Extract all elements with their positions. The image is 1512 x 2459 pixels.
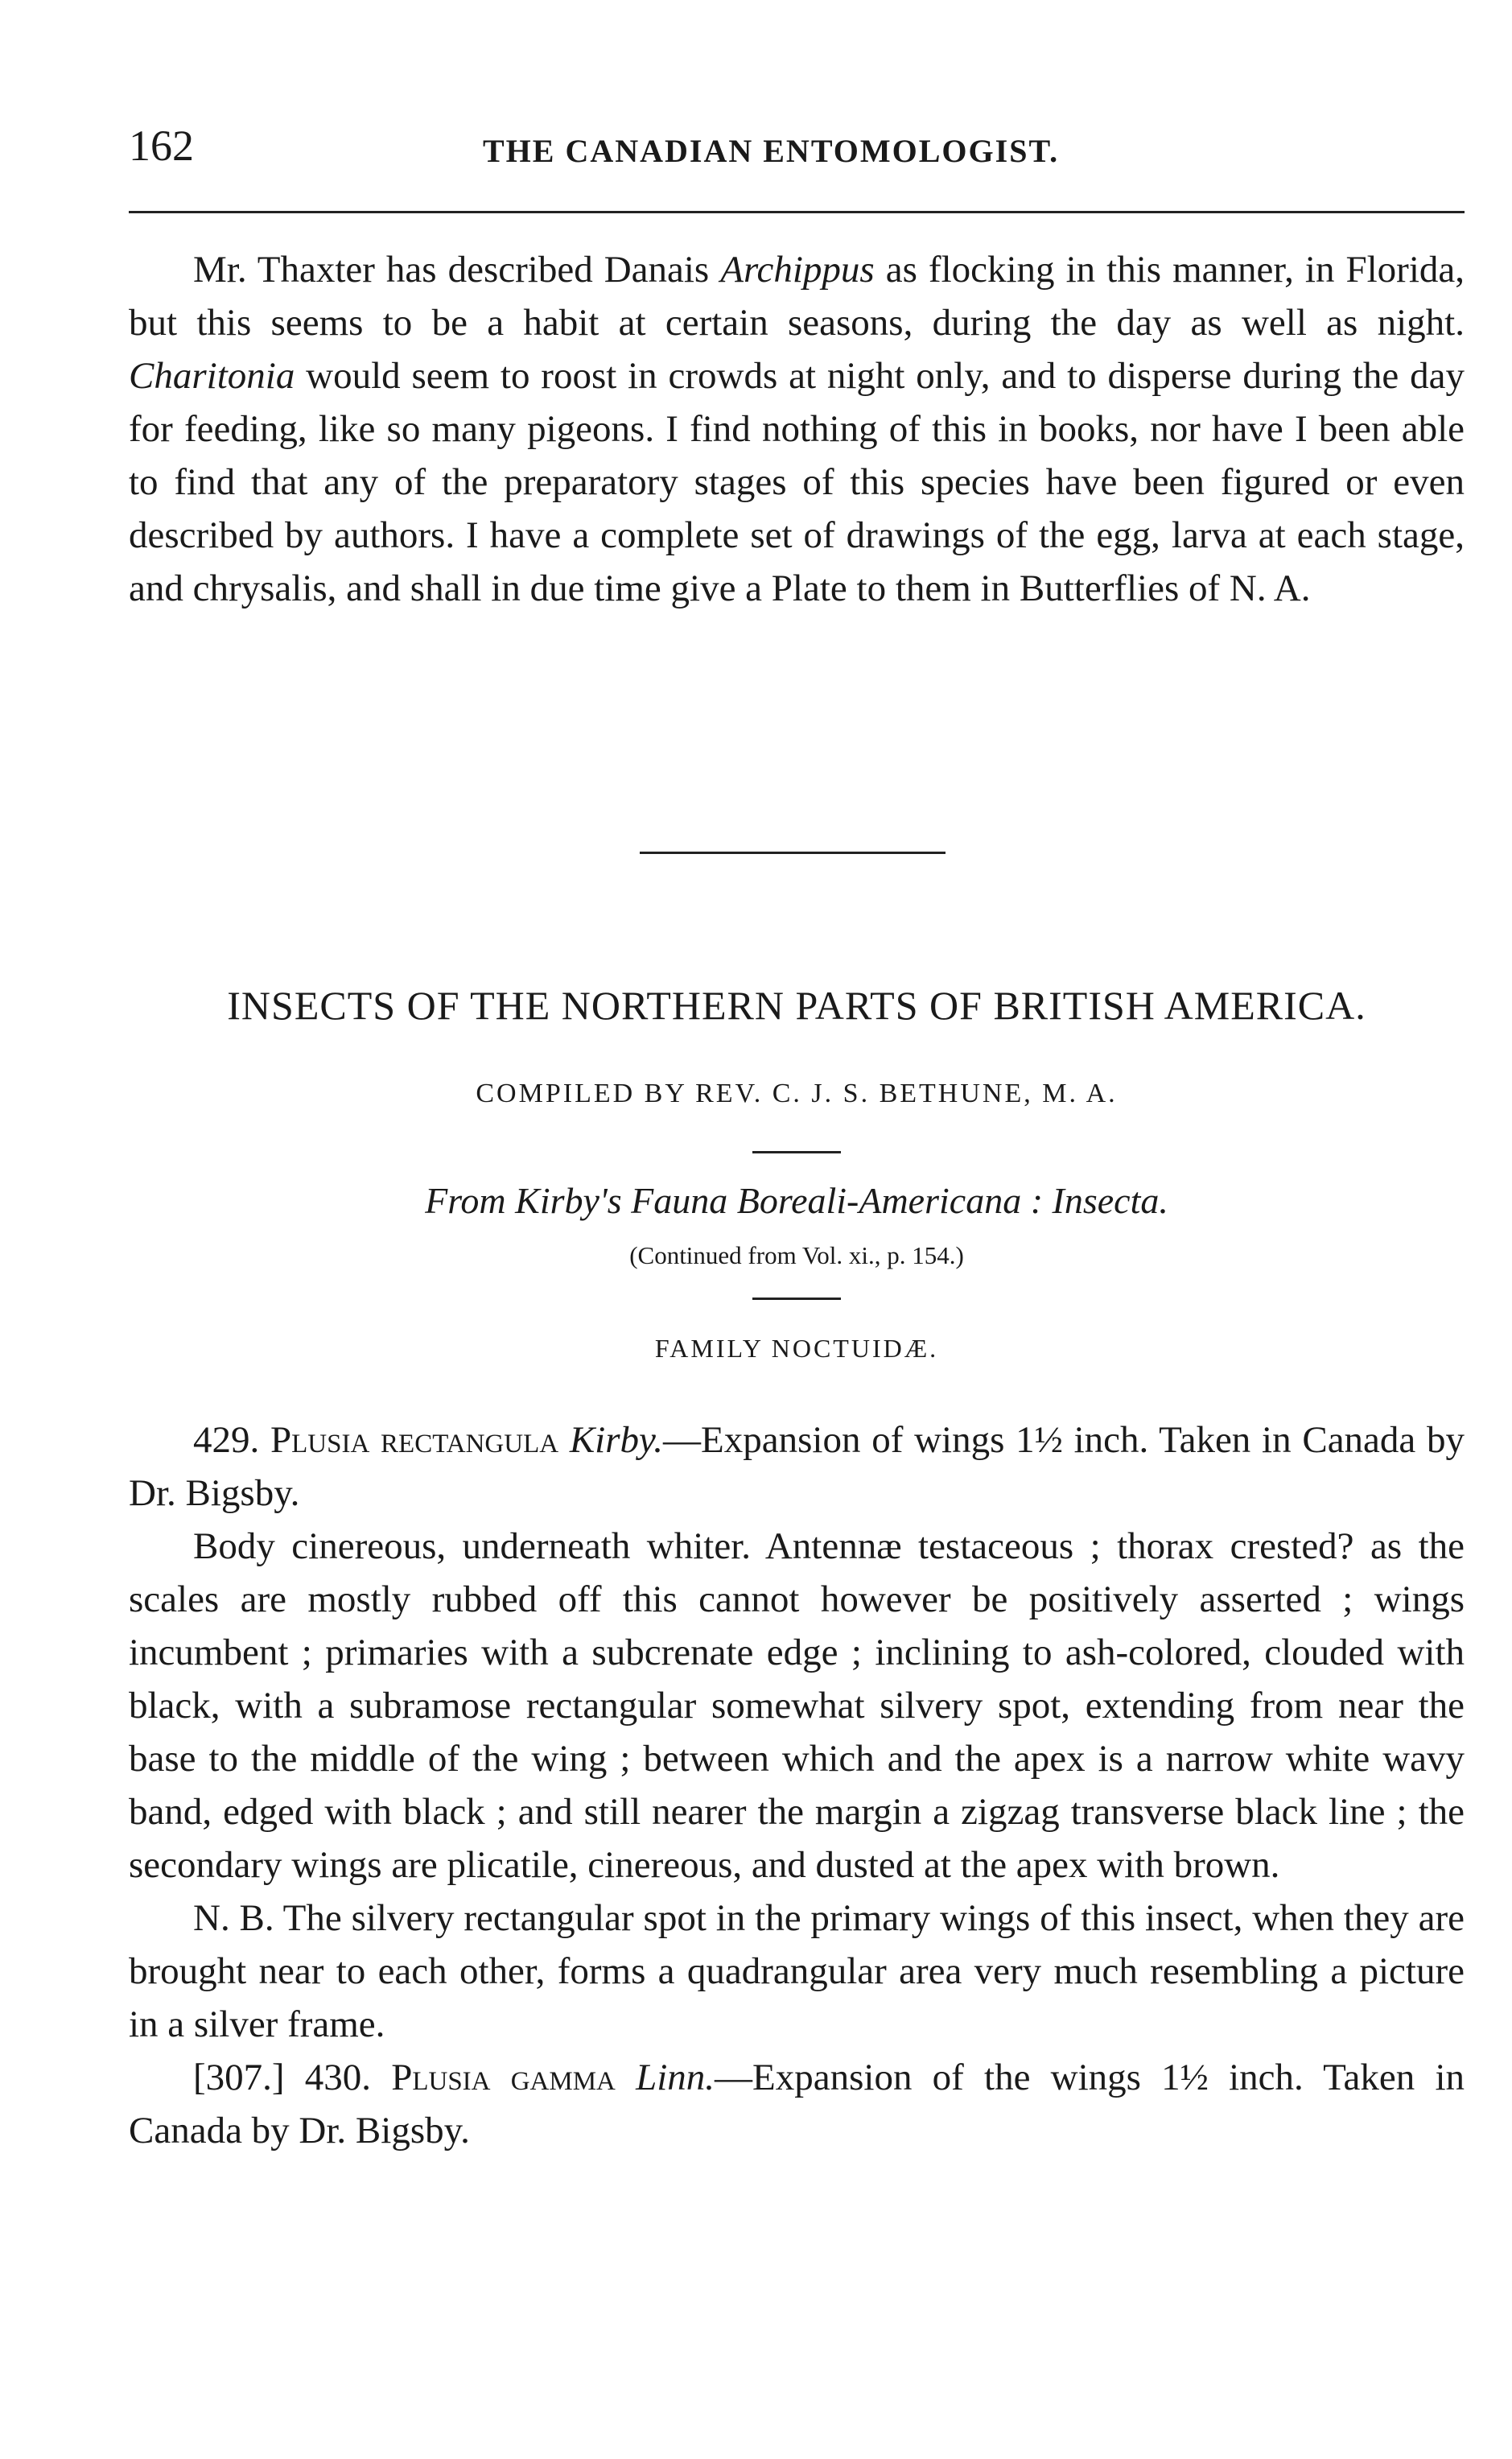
page-number: 162 [129, 122, 194, 170]
page-header [129, 121, 1465, 185]
family-heading: FAMILY NOCTUIDÆ. [654, 1334, 939, 1363]
paragraph-text [129, 243, 1465, 615]
species-entries [129, 1413, 1465, 2157]
entry-number: [307.] 430. [193, 2057, 392, 2098]
running-title: THE CANADIAN ENTOMOLOGIST. [483, 133, 1060, 169]
species-author: Linn. [636, 2057, 715, 2098]
species-name: Plusia gamma [391, 2057, 616, 2098]
source-line: From Kirby's Fauna Boreali-Americana : Insecta. [425, 1180, 1168, 1221]
page [129, 0, 1465, 2459]
continued-note: (Continued from Vol. xi., p. 154.) [629, 1241, 964, 1269]
species-name: Archippus [720, 249, 875, 291]
short-rule [752, 1151, 841, 1153]
species-name: Plusia rectangula [270, 1419, 559, 1461]
section-separator [640, 852, 946, 854]
text-run: would seem to roost in crowds at night only, and to disperse during the day for feeding, like so many pigeons. I find nothing of this in books, nor have I been able to find that any of the preparatory stages of this species have been figured or even described by authors. I have a complete set of drawings of the egg, larva at each stage, and chrysalis, and shall in due time give a Plate to them in Butterflies of N. A. [129, 355, 1465, 609]
compiled-by: COMPILED BY REV. C. J. S. BETHUNE, M. A. [476, 1079, 1118, 1108]
genus-name: Charitonia [129, 355, 295, 397]
short-rule [752, 1298, 841, 1300]
entry-number: 429. [193, 1419, 270, 1461]
header-rule [129, 211, 1465, 213]
entry-429 [129, 1413, 1465, 1520]
section-title: INSECTS OF THE NORTHERN PARTS OF BRITISH AMERICA. [227, 983, 1366, 1028]
entry-text: —Expansion of wings 1½ inch. Taken in Canada by Dr. Bigsby. [129, 1419, 1465, 1514]
text-run: Mr. Thaxter has described Danais [193, 249, 721, 291]
text-run: as flocking in this manner, in Florida, but this seems to be a habit at certain seasons, during the day as well as night. [129, 249, 1465, 344]
entry-430 [129, 2051, 1465, 2157]
species-author: Kirby. [569, 1419, 664, 1461]
note-429: N. B. The silvery rectangular spot in the primary wings of this insect, when they are brought near to each other, forms a quadrangular area very much resembling a picture in a silver frame. [129, 1897, 1465, 2045]
paragraph-thaxter [129, 243, 1465, 615]
description-429: Body cinereous, underneath whiter. Antennæ testaceous ; thorax crested? as the scales are mostly rubbed off this cannot however be positively asserted ; wings incumbent ; primaries with a subcrenate edge ; inclining to ash-colored, clouded with black, with a subramose rectangular somewhat silvery spot, extending from near the base to the middle of the wing ; between which and the apex is a narrow white wavy band, edged with black ; and still nearer the margin a zigzag transverse black line ; the secondary wings are plicatile, cinereous, and dusted at the apex with brown. [129, 1525, 1465, 1886]
entry-text: —Expansion of the wings 1½ inch. Taken in Canada by Dr. Bigsby. [129, 2057, 1465, 2152]
